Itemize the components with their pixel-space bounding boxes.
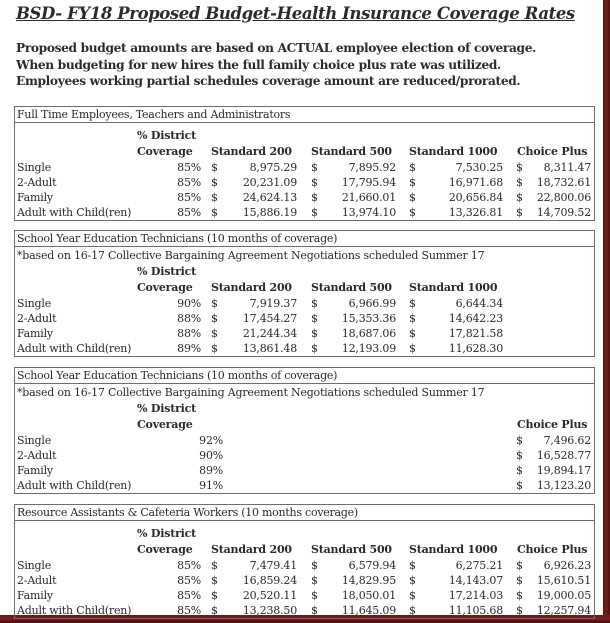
currency-symbol: $ (516, 176, 523, 189)
row-label: 2-Adult (17, 449, 57, 462)
currency-symbol: $ (516, 464, 523, 477)
header-std1000: Standard 1000 (409, 281, 498, 294)
coverage-percent: 85% (177, 206, 201, 219)
currency-symbol: $ (516, 574, 523, 587)
amount-std500: 6,579.94 (348, 559, 396, 572)
header-row (15, 280, 594, 296)
table-row (15, 175, 594, 190)
currency-symbol: $ (409, 327, 416, 340)
row-label: Family (17, 464, 53, 477)
table-row (15, 433, 594, 448)
table-row (15, 588, 594, 603)
currency-symbol: $ (211, 559, 218, 572)
table-row (15, 448, 594, 463)
section-title: School Year Education Technicians (10 months of coverage) (15, 231, 594, 247)
currency-symbol: $ (311, 206, 318, 219)
currency-symbol: $ (311, 604, 318, 617)
amount-std200: 20,231.09 (242, 176, 297, 189)
currency-symbol: $ (409, 604, 416, 617)
amount-choice: 16,528.77 (536, 449, 591, 462)
header-coverage: Coverage (137, 145, 193, 158)
coverage-percent: 89% (199, 464, 223, 477)
document-title: BSD- FY18 Proposed Budget-Health Insurance Coverage Rates (16, 4, 575, 23)
amount-choice: 18,732.61 (536, 176, 591, 189)
page-frame-right (603, 0, 610, 623)
amount-std500: 12,193.09 (341, 342, 396, 355)
currency-symbol: $ (516, 206, 523, 219)
currency-symbol: $ (211, 589, 218, 602)
currency-symbol: $ (211, 176, 218, 189)
amount-std1000: 7,530.25 (455, 161, 503, 174)
amount-std1000: 14,143.07 (448, 574, 503, 587)
row-label: Adult with Child(ren) (17, 342, 132, 355)
currency-symbol: $ (311, 312, 318, 325)
row-label: Adult with Child(ren) (17, 206, 132, 219)
header-row (15, 526, 594, 542)
header-std500: Standard 500 (311, 543, 392, 556)
header-std200: Standard 200 (211, 145, 292, 158)
header-row (15, 401, 594, 417)
header-row (15, 417, 594, 433)
amount-choice: 22,800.06 (536, 191, 591, 204)
header-district: % District (137, 527, 197, 540)
table-row (15, 573, 594, 588)
amount-choice: 14,709.52 (536, 206, 591, 219)
header-coverage: Coverage (137, 418, 193, 431)
row-label: Single (17, 297, 52, 310)
amount-std1000: 14,642.23 (448, 312, 503, 325)
section-title: School Year Education Technicians (10 months of coverage) (15, 368, 594, 384)
amount-std500: 14,829.95 (341, 574, 396, 587)
table-row (15, 603, 594, 618)
currency-symbol: $ (311, 342, 318, 355)
section-ed-techs-choice (14, 367, 595, 494)
coverage-percent: 88% (177, 327, 201, 340)
row-label: 2-Adult (17, 176, 57, 189)
currency-symbol: $ (409, 574, 416, 587)
amount-std500: 18,050.01 (341, 589, 396, 602)
currency-symbol: $ (211, 161, 218, 174)
table-row (15, 190, 594, 205)
currency-symbol: $ (409, 206, 416, 219)
section-full-time (14, 106, 595, 221)
amount-choice: 13,123.20 (536, 479, 591, 492)
header-choice: Choice Plus (517, 145, 588, 158)
amount-choice: 19,894.17 (536, 464, 591, 477)
currency-symbol: $ (311, 297, 318, 310)
section-footnote: *based on 16-17 Collective Bargaining Agreement Negotiations scheduled Summer 17 (17, 386, 485, 399)
section-resource-cafeteria (14, 504, 595, 619)
coverage-percent: 91% (199, 479, 223, 492)
amount-choice: 19,000.05 (536, 589, 591, 602)
currency-symbol: $ (409, 191, 416, 204)
amount-std500: 15,353.36 (341, 312, 396, 325)
amount-std200: 8,975.29 (249, 161, 297, 174)
table-row (15, 558, 594, 573)
table-row (15, 463, 594, 478)
table-row (15, 205, 594, 220)
amount-std200: 15,886.19 (242, 206, 297, 219)
header-coverage: Coverage (137, 281, 193, 294)
coverage-percent: 85% (177, 191, 201, 204)
header-std200: Standard 200 (211, 281, 292, 294)
amount-std500: 13,974.10 (341, 206, 396, 219)
table-row (15, 326, 594, 341)
amount-std1000: 13,326.81 (448, 206, 503, 219)
table-row (15, 160, 594, 175)
table-row (15, 311, 594, 326)
currency-symbol: $ (409, 589, 416, 602)
amount-std1000: 17,821.58 (448, 327, 503, 340)
currency-symbol: $ (311, 327, 318, 340)
row-label: Single (17, 434, 52, 447)
coverage-percent: 85% (177, 559, 201, 572)
amount-choice: 7,496.62 (543, 434, 591, 447)
currency-symbol: $ (409, 559, 416, 572)
header-row (15, 128, 594, 144)
table-row (15, 296, 594, 311)
amount-std1000: 6,275.21 (455, 559, 503, 572)
intro-line: Proposed budget amounts are based on ACTUAL employee election of coverage. (16, 41, 537, 55)
table-row (15, 478, 594, 493)
currency-symbol: $ (409, 297, 416, 310)
row-label: 2-Adult (17, 574, 57, 587)
row-label: Adult with Child(ren) (17, 479, 132, 492)
coverage-percent: 85% (177, 604, 201, 617)
currency-symbol: $ (409, 312, 416, 325)
section-title: Full Time Employees, Teachers and Administrators (15, 107, 594, 123)
row-label: Family (17, 589, 53, 602)
currency-symbol: $ (311, 574, 318, 587)
coverage-percent: 85% (177, 574, 201, 587)
row-label: Adult with Child(ren) (17, 604, 132, 617)
amount-std200: 24,624.13 (242, 191, 297, 204)
header-std500: Standard 500 (311, 145, 392, 158)
header-district: % District (137, 265, 197, 278)
amount-std200: 7,479.41 (249, 559, 297, 572)
currency-symbol: $ (516, 449, 523, 462)
currency-symbol: $ (311, 191, 318, 204)
amount-std200: 17,454.27 (242, 312, 297, 325)
currency-symbol: $ (311, 176, 318, 189)
currency-symbol: $ (409, 176, 416, 189)
currency-symbol: $ (516, 604, 523, 617)
row-label: Single (17, 161, 52, 174)
amount-std1000: 20,656.84 (448, 191, 503, 204)
header-row (15, 542, 594, 558)
amount-choice: 6,926.23 (543, 559, 591, 572)
amount-std500: 6,966.99 (348, 297, 396, 310)
header-choice: Choice Plus (517, 418, 588, 431)
row-label: Family (17, 191, 53, 204)
header-row (15, 144, 594, 160)
header-std1000: Standard 1000 (409, 543, 498, 556)
amount-std1000: 11,105.68 (448, 604, 503, 617)
currency-symbol: $ (311, 559, 318, 572)
intro-paragraph (16, 40, 536, 90)
currency-symbol: $ (211, 342, 218, 355)
currency-symbol: $ (516, 589, 523, 602)
currency-symbol: $ (516, 161, 523, 174)
currency-symbol: $ (409, 161, 416, 174)
amount-std500: 7,895.92 (348, 161, 396, 174)
amount-std200: 7,919.37 (249, 297, 297, 310)
amount-std1000: 6,644.34 (455, 297, 503, 310)
amount-choice: 12,257.94 (536, 604, 591, 617)
header-std200: Standard 200 (211, 543, 292, 556)
header-choice: Choice Plus (517, 543, 588, 556)
coverage-percent: 85% (177, 176, 201, 189)
currency-symbol: $ (516, 191, 523, 204)
currency-symbol: $ (409, 342, 416, 355)
row-label: Family (17, 327, 53, 340)
header-row (15, 264, 594, 280)
amount-std500: 21,660.01 (341, 191, 396, 204)
header-district: % District (137, 402, 197, 415)
section-footnote: *based on 16-17 Collective Bargaining Agreement Negotiations scheduled Summer 17 (17, 249, 485, 262)
table-row (15, 341, 594, 356)
row-label: Single (17, 559, 52, 572)
coverage-percent: 90% (199, 449, 223, 462)
currency-symbol: $ (311, 161, 318, 174)
amount-std1000: 17,214.03 (448, 589, 503, 602)
currency-symbol: $ (211, 327, 218, 340)
coverage-percent: 90% (177, 297, 201, 310)
coverage-percent: 85% (177, 589, 201, 602)
currency-symbol: $ (211, 574, 218, 587)
amount-choice: 8,311.47 (543, 161, 591, 174)
currency-symbol: $ (211, 312, 218, 325)
amount-std200: 13,861.48 (242, 342, 297, 355)
header-std1000: Standard 1000 (409, 145, 498, 158)
currency-symbol: $ (211, 297, 218, 310)
currency-symbol: $ (311, 589, 318, 602)
coverage-percent: 88% (177, 312, 201, 325)
currency-symbol: $ (211, 604, 218, 617)
coverage-percent: 92% (199, 434, 223, 447)
currency-symbol: $ (516, 559, 523, 572)
coverage-percent: 85% (177, 161, 201, 174)
amount-std200: 20,520.11 (242, 589, 297, 602)
amount-choice: 15,610.51 (536, 574, 591, 587)
coverage-percent: 89% (177, 342, 201, 355)
currency-symbol: $ (211, 206, 218, 219)
intro-line: When budgeting for new hires the full family choice plus rate was utilized. (16, 57, 501, 72)
amount-std1000: 16,971.68 (448, 176, 503, 189)
amount-std200: 16,859.24 (242, 574, 297, 587)
amount-std200: 21,244.34 (242, 327, 297, 340)
amount-std500: 11,645.09 (341, 604, 396, 617)
amount-std1000: 11,628.30 (448, 342, 503, 355)
amount-std500: 18,687.06 (341, 327, 396, 340)
header-coverage: Coverage (137, 543, 193, 556)
header-std500: Standard 500 (311, 281, 392, 294)
intro-line: Employees working partial schedules coverage amount are reduced/prorated. (16, 74, 521, 88)
currency-symbol: $ (516, 479, 523, 492)
currency-symbol: $ (516, 434, 523, 447)
amount-std200: 13,238.50 (242, 604, 297, 617)
row-label: 2-Adult (17, 312, 57, 325)
header-district: % District (137, 129, 197, 142)
currency-symbol: $ (211, 191, 218, 204)
section-ed-techs-standard (14, 230, 595, 357)
amount-std500: 17,795.94 (341, 176, 396, 189)
section-title: Resource Assistants & Cafeteria Workers (10 months coverage) (15, 505, 594, 521)
